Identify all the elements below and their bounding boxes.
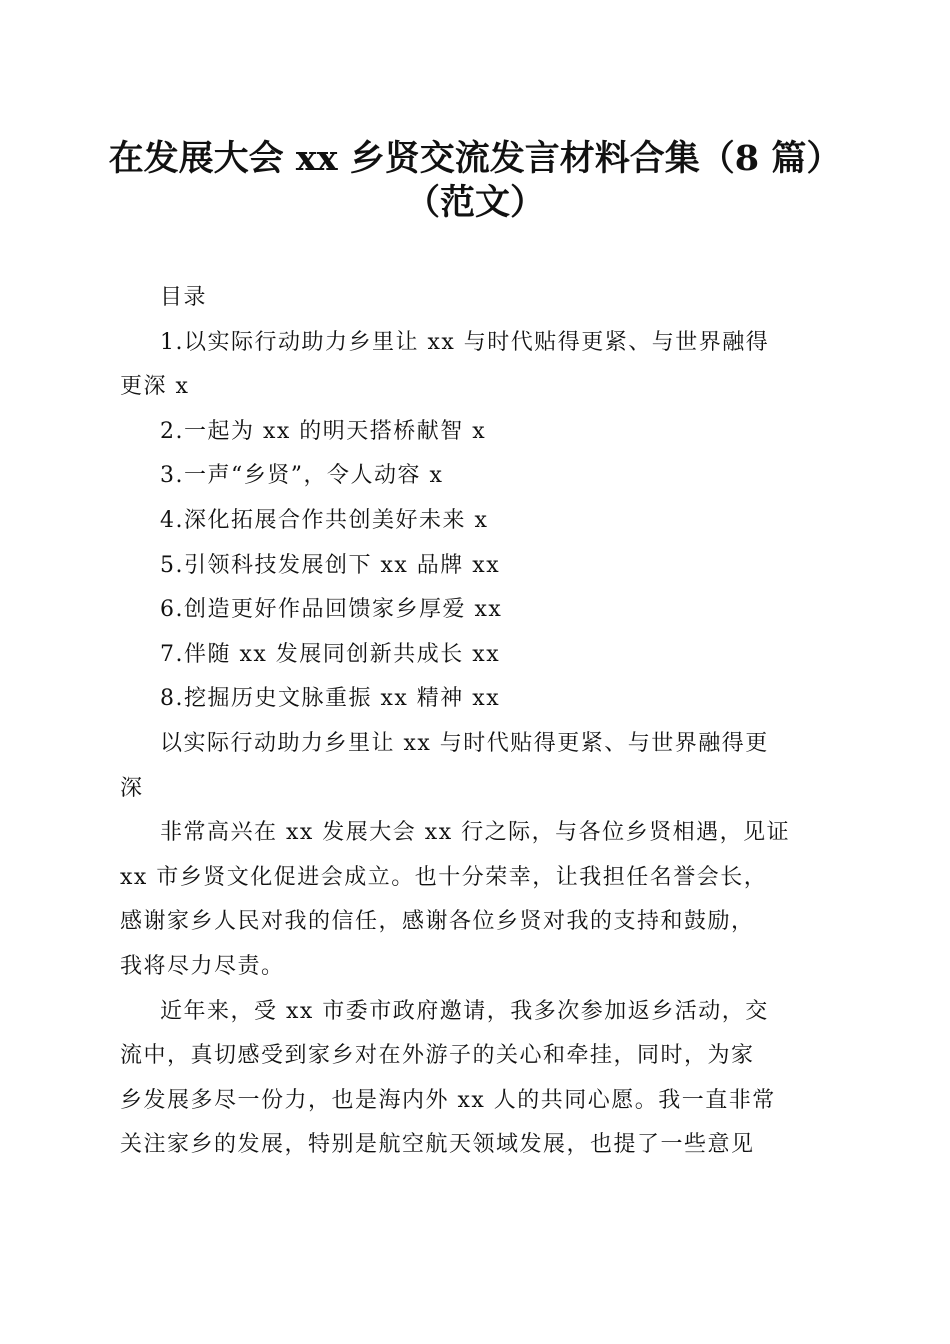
- paragraph-line: 近年来，受 xx 市委市政府邀请，我多次参加返乡活动，交: [160, 998, 769, 1024]
- paragraph-line: 乡发展多尽一份力，也是海内外 xx 人的共同心愿。我一直非常: [120, 1087, 776, 1113]
- document-title-line-2: （范文）: [404, 182, 545, 223]
- toc-item-1: 1.以实际行动助力乡里让 xx 与时代贴得更紧、与世界融得: [160, 329, 770, 355]
- toc-item-6: 6.创造更好作品回馈家乡厚爱 xx: [160, 597, 503, 623]
- paragraph-line: 流中，真切感受到家乡对在外游子的关心和牵挂，同时，为家: [120, 1043, 755, 1069]
- document-body: [120, 276, 825, 1168]
- section-heading: 以实际行动助力乡里让 xx 与时代贴得更紧、与世界融得更: [160, 730, 769, 756]
- paragraph-line: xx 市乡贤文化促进会成立。也十分荣幸，让我担任名誉会长，: [120, 864, 768, 890]
- toc-heading: 目录: [160, 285, 208, 310]
- toc-item-7: 7.伴随 xx 发展同创新共成长 xx: [160, 641, 501, 667]
- toc-item-5: 5.引领科技发展创下 xx 品牌 xx: [160, 552, 501, 578]
- paragraph-line: 关注家乡的发展，特别是航空航天领域发展，也提了一些意见: [120, 1132, 755, 1158]
- toc-item-1-continued: 更深 x: [120, 374, 190, 400]
- paragraph-line: 我将尽力尽责。: [120, 953, 285, 979]
- toc-item-4: 4.深化拓展合作共创美好未来 x: [160, 507, 489, 533]
- paragraph-line: 非常高兴在 xx 发展大会 xx 行之际，与各位乡贤相遇，见证: [160, 820, 791, 846]
- toc-item-3: 3.一声“乡贤”，令人动容 x: [160, 463, 444, 489]
- section-heading-continued: 深: [120, 775, 144, 801]
- toc-item-2: 2.一起为 xx 的明天搭桥献智 x: [160, 418, 487, 444]
- toc-item-8: 8.挖掘历史文脉重振 xx 精神 xx: [160, 686, 501, 712]
- paragraph-line: 感谢家乡人民对我的信任，感谢各位乡贤对我的支持和鼓励，: [120, 909, 755, 935]
- document-title-line-1: 在发展大会 xx 乡贤交流发言材料合集（8 篇）: [108, 138, 842, 179]
